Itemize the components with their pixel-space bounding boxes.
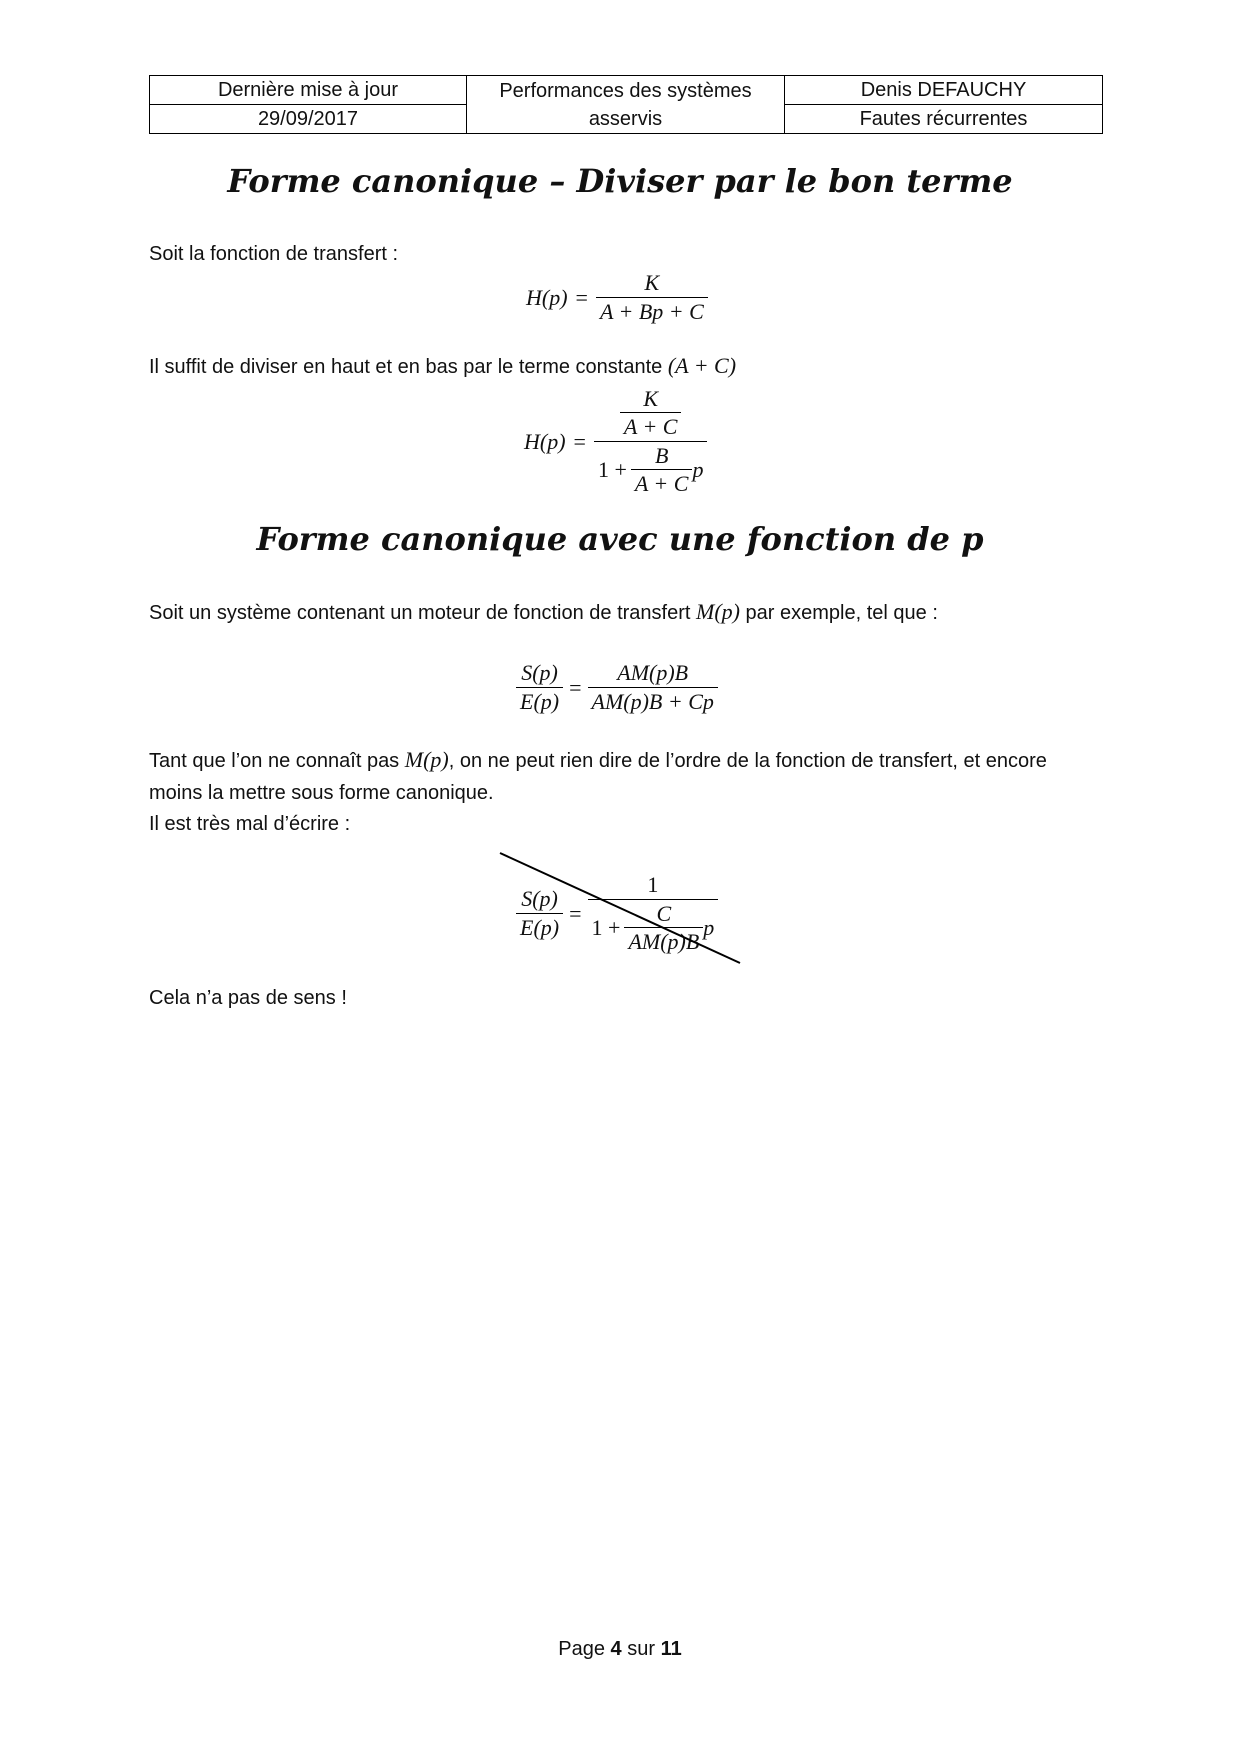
section2-intro xyxy=(149,596,1099,629)
f4-den-one: 1 + xyxy=(591,915,621,940)
f3-den: AM(p)B + Cp xyxy=(588,687,718,715)
header-chapter: Fautes récurrentes xyxy=(785,105,1103,134)
formula-2 xyxy=(524,386,707,497)
section2-p1-term: M(p) xyxy=(404,747,449,772)
f2-fraction xyxy=(594,386,707,497)
f4-den-den: AM(p)B xyxy=(624,927,703,955)
header-author: Denis DEFAUCHY xyxy=(785,76,1103,105)
section1-explanation-term: (A + C) xyxy=(667,353,737,378)
page-footer xyxy=(0,1638,1240,1661)
section2-p1-after: , on ne peut rien dire de l’ordre de la fonction de transfert, et encore moins la mettre sous forme canonique. xyxy=(149,750,1047,804)
f3-eq: = xyxy=(569,674,582,700)
section2-paragraph2: Il est très mal d’écrire : xyxy=(149,813,351,835)
f4-den-num: C xyxy=(656,901,672,926)
f2-denominator xyxy=(594,441,707,497)
formula-3 xyxy=(516,660,718,715)
section2-intro-before: Soit un système contenant un moteur de fonction de transfert xyxy=(149,602,691,624)
footer-prefix: Page xyxy=(558,1638,605,1660)
section2-intro-after: par exemple, tel que : xyxy=(745,602,938,624)
header-course-title: Performances des systèmes asservis xyxy=(467,76,785,134)
f3-lhs-fraction xyxy=(516,660,563,715)
strike-through-line xyxy=(495,848,745,968)
f4-num: 1 xyxy=(647,872,659,897)
f2-den-den: A + C xyxy=(631,469,693,497)
f2-den-num: B xyxy=(654,443,669,468)
header-last-update-label: Dernière mise à jour xyxy=(150,76,467,105)
f2-den-one: 1 + xyxy=(597,457,627,482)
header-date: 29/09/2017 xyxy=(150,105,467,134)
footer-page-number: 4 xyxy=(610,1638,622,1660)
f1-lhs: H(p) xyxy=(526,284,568,310)
f2-den-p: p xyxy=(692,457,704,482)
f2-numerator xyxy=(616,386,686,441)
f2-num-num: K xyxy=(643,386,659,411)
f3-lhs-den: E(p) xyxy=(516,687,563,715)
f4-lhs-den: E(p) xyxy=(516,913,563,941)
section2-title: Forme canonique avec une fonction de p xyxy=(256,520,984,558)
section2-intro-term: M(p) xyxy=(696,599,740,624)
f2-eq: = xyxy=(573,428,586,454)
f3-num: AM(p)B xyxy=(617,660,689,685)
f4-eq: = xyxy=(569,900,582,926)
f4-den-p: p xyxy=(703,915,715,940)
header-table xyxy=(149,75,1103,134)
f3-rhs-fraction xyxy=(588,660,718,715)
f4-lhs-num: S(p) xyxy=(521,886,558,911)
f1-eq: = xyxy=(575,284,588,310)
section2-conclusion: Cela n’a pas de sens ! xyxy=(149,987,347,1009)
f3-lhs-num: S(p) xyxy=(521,660,558,685)
f1-fraction xyxy=(596,270,708,325)
f2-lhs: H(p) xyxy=(524,428,566,454)
footer-mid: sur xyxy=(627,1638,656,1660)
section2-paragraph1 xyxy=(149,744,1099,809)
section1-explanation xyxy=(149,350,1099,383)
section1-intro: Soit la fonction de transfert : xyxy=(149,243,399,265)
section1-title: Forme canonique – Diviser par le bon terme xyxy=(227,162,1013,200)
formula-1 xyxy=(526,270,708,325)
f2-den-fraction xyxy=(631,443,693,497)
footer-total-pages: 11 xyxy=(660,1638,682,1660)
section2-p1-before: Tant que l’on ne connaît pas xyxy=(149,750,400,772)
f1-numerator: K xyxy=(644,270,660,295)
section1-explanation-text: Il suffit de diviser en haut et en bas par le terme constante xyxy=(149,356,663,378)
f2-num-den: A + C xyxy=(620,412,682,440)
f2-numerator-fraction xyxy=(620,386,682,440)
f1-denominator: A + Bp + C xyxy=(596,297,708,325)
